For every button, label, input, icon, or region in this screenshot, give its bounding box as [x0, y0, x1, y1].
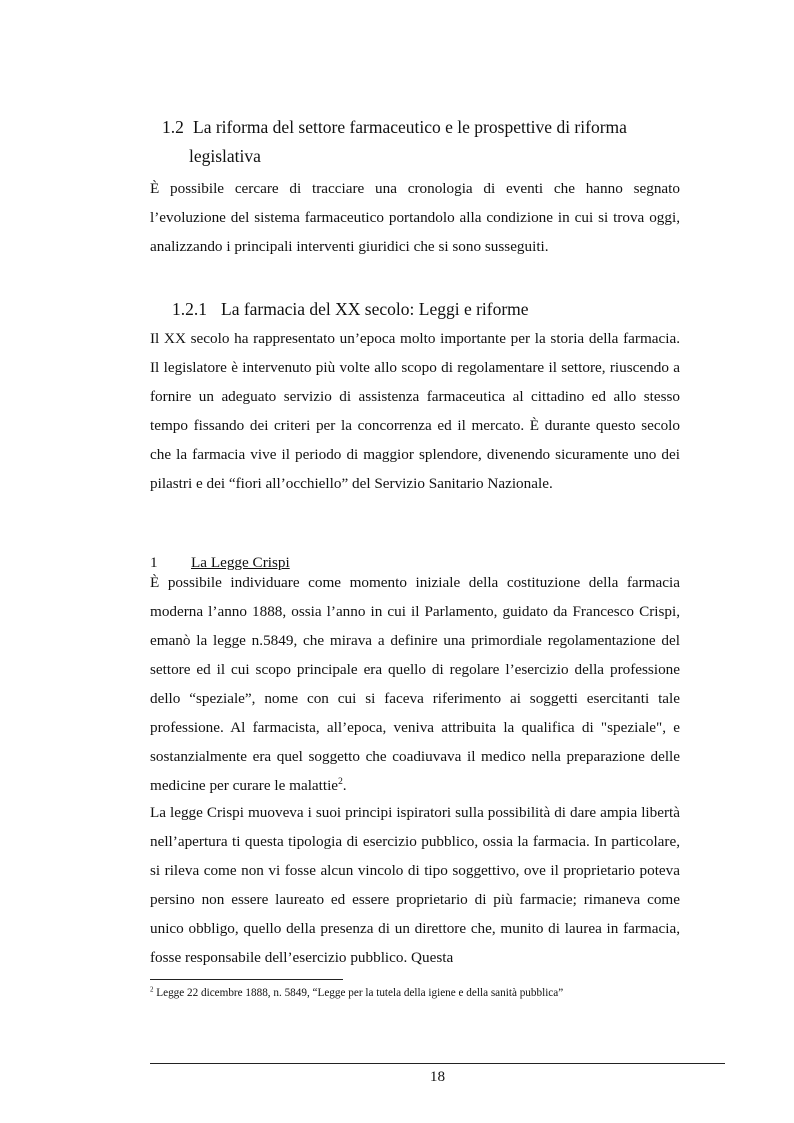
item-paragraph-1-text: È possibile individuare come momento iniziale della costituzione della farmacia moderna l’anno 1888, ossia l’anno in cui il Parlamento, guidato da Francesco Crispi, emanò la legge n.5849, che mirava a definire una primordiale regolamentazione del settore ed il cui scopo principale era quello di regolare l’esercizio della professione dello “speziale”, nome con cui si faceva riferimento ai soggetti esercitanti tale professione. Al farmacista, all’epoca, veniva attribuita la qualifica di "speziale", e sostanzialmente era quel soggetto che coadiuvava il medico nella preparazione delle medicine per curare le malattie: [150, 574, 680, 794]
footnote-text: Legge 22 dicembre 1888, n. 5849, “Legge per la tutela della igiene e della sanità pubblica”: [156, 987, 564, 999]
section-title: La riforma del settore farmaceutico e le prospettive di riforma: [193, 117, 627, 137]
page-footer-rule: [150, 1063, 725, 1064]
section-heading: [162, 113, 722, 171]
subsection-title: La farmacia del XX secolo: Leggi e riforme: [221, 299, 529, 319]
subsection-body-paragraph: Il XX secolo ha rappresentato un’epoca molto importante per la storia della farmacia. Il legislatore è intervenuto più volte allo scopo di regolamentare il settore, riuscendo a fornire un adeguato servizio di assistenza farmaceutica al cittadino ed allo stesso tempo fissando dei criteri per la concorrenza ed il mercato. È durante questo secolo che la farmacia vive il periodo di maggior splendore, divenendo sicuramente uno dei pilastri e dei “fiori all’occhiello” del Servizio Sanitario Nazionale.: [150, 330, 680, 492]
item-paragraph-1-end: .: [342, 777, 347, 794]
footnote: [150, 986, 710, 1000]
section-intro-paragraph: È possibile cercare di tracciare una cronologia di eventi che hanno segnato l’evoluzione del sistema farmaceutico portandolo alla condizione in cui si trova oggi, analizzando i principali interventi giuridici che si sono susseguiti.: [150, 180, 680, 255]
item-paragraph-2: La legge Crispi muoveva i suoi principi ispiratori sulla possibilità di dare ampia libertà nell’apertura ti questa tipologia di esercizio pubblico, ossia la farmacia. In particolare, si rileva come non vi fosse alcun vincolo di tipo soggettivo, ove il proprietario poteva persino non essere laureato ed essere proprietario di più farmacie; rimaneva come unico obbligo, quello della presenza di un direttore che, munito di laurea in farmacia, fosse responsabile dell’esercizio pubblico. Questa: [150, 804, 680, 966]
item-title: La Legge Crispi: [191, 554, 290, 571]
page-number: 18: [429, 1068, 446, 1085]
section-number: 1.2: [162, 117, 184, 137]
footnote-mark: 2: [150, 985, 154, 994]
subsection-heading: [172, 296, 529, 322]
item-number: 1: [150, 554, 158, 571]
item-paragraph-1: [150, 568, 680, 800]
footnote-separator: [150, 979, 343, 980]
subsection-number: 1.2.1: [172, 299, 207, 319]
section-title-continued: legislativa: [189, 146, 261, 166]
footnote-reference: 2: [338, 776, 343, 787]
